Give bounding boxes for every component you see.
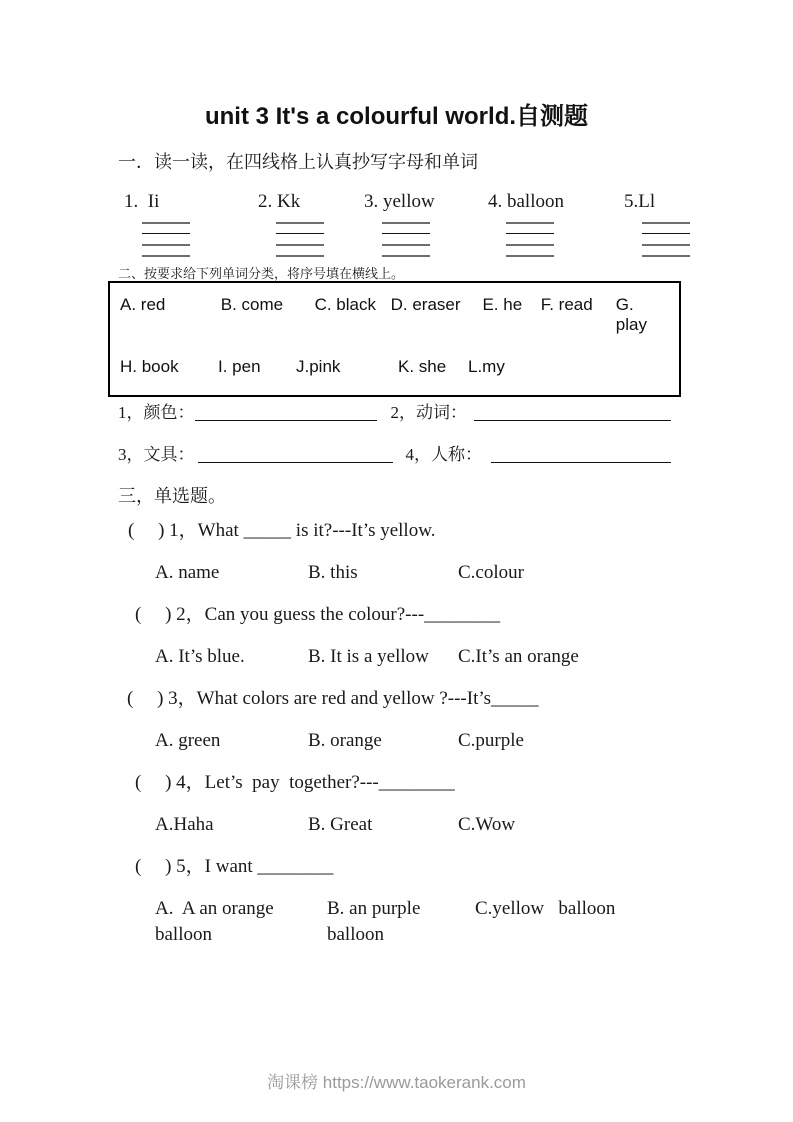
writing-grid-line — [642, 233, 690, 234]
question-text: ( ) 2，Can you guess the colour?---________ — [135, 604, 501, 625]
word-bank-item: A. red — [120, 295, 166, 314]
footer-text: 淘课榜 https://www.taokerank.com — [267, 1073, 526, 1092]
writing-grid-line — [642, 255, 690, 257]
option-item: C.yellow balloon — [475, 898, 616, 919]
category-blank-label: 1，颜色： — [118, 403, 195, 422]
copy-item — [258, 191, 364, 257]
option-item: B. this — [308, 562, 358, 583]
word-bank-row — [120, 357, 669, 377]
writing-grid-line — [506, 255, 554, 257]
question-options — [155, 644, 793, 686]
writing-grid-line — [276, 255, 324, 257]
copy-item-label: 2. Kk — [258, 191, 301, 212]
writing-grid-line — [276, 222, 324, 224]
option-item: C.It’s an orange — [458, 646, 579, 667]
question-text: ( ) 5，I want ________ — [135, 856, 334, 877]
word-bank-item: L.my — [468, 357, 505, 376]
option-item: A. It’s blue. — [155, 646, 245, 667]
writing-grid — [276, 222, 324, 257]
copy-item — [124, 191, 258, 257]
option-item: C.colour — [458, 562, 524, 583]
writing-grid-line — [382, 244, 430, 246]
writing-grid — [642, 222, 690, 257]
option-item: B. Great — [308, 814, 373, 835]
word-bank-item: D. eraser — [390, 295, 461, 314]
writing-grid-line — [506, 233, 554, 234]
word-bank-item: C. black — [314, 295, 376, 314]
option-item: A.Haha — [155, 814, 214, 835]
writing-grid-line — [642, 222, 690, 224]
category-blank-row — [118, 440, 671, 465]
category-blank-label: 2，动词： — [390, 403, 467, 422]
question-options — [155, 728, 793, 770]
category-blank-label: 3，文具： — [118, 445, 195, 464]
category-blank-label: 4，人称： — [405, 445, 482, 464]
writing-grid-line — [382, 255, 430, 257]
copy-item-label: 3. yellow — [364, 191, 435, 212]
word-bank-item: J.pink — [296, 357, 341, 376]
writing-grid-line — [276, 244, 324, 246]
question-options — [155, 896, 793, 945]
option-item: A. green — [155, 730, 221, 751]
word-bank-item: K. she — [398, 357, 447, 376]
question-text: ( ) 4，Let’s pay together?---________ — [135, 772, 455, 793]
option-item: A. name — [155, 562, 220, 583]
writing-grid-line — [382, 222, 430, 224]
option-item: B. an purple balloon — [327, 898, 426, 945]
question-text: ( ) 3，What colors are red and yellow ?---It’s_____ — [127, 688, 539, 709]
writing-grid-line — [142, 233, 190, 234]
question-text: ( ) 1，What _____ is it?---It’s yellow. — [128, 520, 436, 541]
writing-grid-line — [142, 255, 190, 257]
category-blank-row — [118, 398, 671, 423]
word-bank-item: H. book — [120, 357, 179, 376]
writing-grid-line — [506, 244, 554, 246]
option-item: C.Wow — [458, 814, 516, 835]
question-options — [155, 812, 793, 854]
copy-item — [488, 191, 624, 257]
category-blank-line — [195, 406, 377, 421]
option-item: B. It is a yellow — [308, 646, 429, 667]
writing-grid — [506, 222, 554, 257]
option-item: A. A an orange balloon — [155, 898, 279, 945]
word-bank-item: G. play — [615, 295, 647, 334]
copy-items-row — [124, 191, 690, 257]
writing-grid-line — [642, 244, 690, 246]
category-blank-line — [491, 448, 671, 463]
writing-grid-line — [142, 222, 190, 224]
writing-grid-line — [276, 233, 324, 234]
category-blank-line — [474, 406, 671, 421]
copy-item-label: 4. balloon — [488, 191, 564, 212]
copy-item — [364, 191, 488, 257]
writing-grid-line — [382, 233, 430, 234]
writing-grid-line — [142, 244, 190, 246]
word-bank-row — [120, 295, 669, 335]
option-item: C.purple — [458, 730, 524, 751]
word-bank-item: F. read — [540, 295, 593, 314]
word-bank-item: E. he — [482, 295, 523, 314]
question-options — [155, 560, 793, 602]
section2-heading: 二、按要求给下列单词分类，将序号填在横线上。 — [118, 266, 405, 281]
word-bank-item: B. come — [220, 295, 284, 314]
category-blank-line — [198, 448, 393, 463]
writing-grid — [382, 222, 430, 257]
writing-grid — [142, 222, 190, 257]
word-bank-box — [108, 281, 681, 397]
option-item: B. orange — [308, 730, 382, 751]
multiple-choice-section — [0, 518, 793, 945]
writing-grid-line — [506, 222, 554, 224]
section3-heading: 三，单选题。 — [118, 486, 226, 506]
word-bank-item: I. pen — [218, 357, 261, 376]
copy-item-label: 1. Ii — [124, 191, 160, 212]
copy-item-label: 5.Ll — [624, 191, 656, 212]
page-title: unit 3 It's a colourful world.自测题 — [204, 103, 589, 130]
copy-item — [624, 191, 690, 257]
section1-heading: 一．读一读，在四线格上认真抄写字母和单词 — [118, 152, 478, 172]
